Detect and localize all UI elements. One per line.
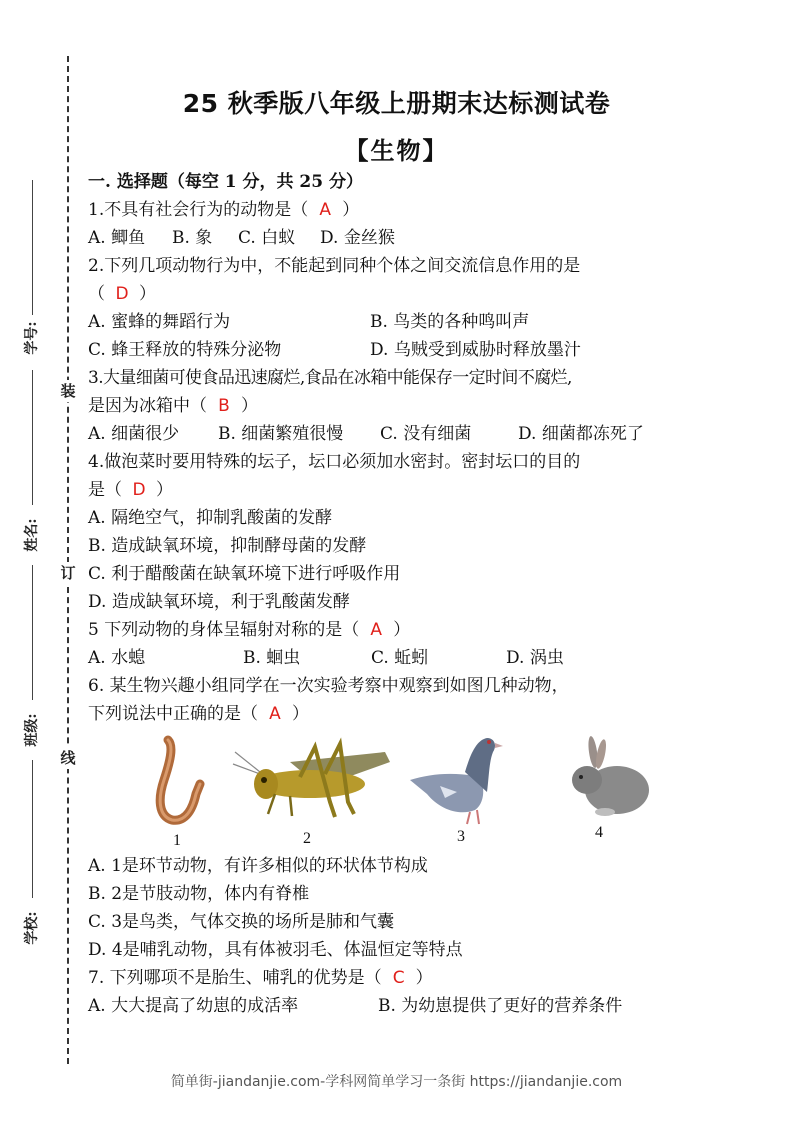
question-3-stem: 是因为冰箱中（ B ）	[88, 396, 258, 416]
question-6-option-d: D. 4是哺乳动物，具有体被羽毛、体温恒定等特点	[88, 940, 463, 960]
question-6-stem-line1: 6. 某生物兴趣小组同学在一次实验考察中观察到如图几种动物，	[88, 676, 569, 696]
rabbit-image	[565, 732, 655, 852]
option: B. 象	[172, 228, 213, 248]
option: B. 为幼崽提供了更好的营养条件	[378, 996, 623, 1016]
bind-mark-xian: 线	[58, 747, 78, 769]
section-heading: 一. 选择题（每空 1 分，共 25 分）	[88, 172, 363, 192]
figure-label-2: 2	[303, 830, 311, 847]
name-label: 姓名:	[24, 518, 40, 552]
option: A. 鲫鱼	[88, 228, 146, 248]
footer-watermark: 简单街-jiandanjie.com-学科网简单学习一条街 https://jiandanjie.com	[170, 1074, 623, 1090]
question-4-option-b: B. 造成缺氧环境，抑制酵母菌的发酵	[88, 536, 367, 556]
question-6-option-b: B. 2是节肢动物，体内有脊椎	[88, 884, 310, 904]
answer-5: A	[370, 620, 383, 640]
question-4-stem: 是（ D ）	[88, 480, 173, 500]
animal-figure	[130, 732, 670, 852]
school-line[interactable]	[32, 760, 33, 898]
question-4-option-c: C. 利于醋酸菌在缺氧环境下进行呼吸作用	[88, 564, 401, 584]
earthworm-image	[140, 732, 210, 852]
option: A. 细菌很少	[88, 424, 180, 444]
bind-mark-ding: 订	[58, 562, 78, 584]
option: B. 鸟类的各种鸣叫声	[370, 312, 530, 332]
question-4-option-d: D. 造成缺氧环境，利于乳酸菌发酵	[88, 592, 350, 612]
option: C. 白蚁	[238, 228, 296, 248]
name-line[interactable]	[32, 370, 33, 505]
answer-1: A	[319, 200, 332, 220]
question-1-stem: 1.不具有社会行为的动物是（ A ）	[88, 200, 360, 220]
school-label: 学校:	[24, 911, 40, 945]
question-4-option-a: A. 隔绝空气，抑制乳酸菌的发酵	[88, 508, 333, 528]
answer-4: D	[132, 480, 146, 500]
grasshopper-image	[230, 732, 400, 852]
option: C. 蜂王释放的特殊分泌物	[88, 340, 282, 360]
question-2-stem-line1: 2.下列几项动物行为中，不能起到同种个体之间交流信息作用的是	[88, 256, 581, 276]
option: C. 没有细菌	[380, 424, 472, 444]
option: D. 乌贼受到威胁时释放墨汁	[370, 340, 581, 360]
answer-7: C	[392, 968, 405, 988]
option: B. 细菌繁殖很慢	[218, 424, 344, 444]
question-6-stem: 下列说法中正确的是（ A ）	[88, 704, 309, 724]
option: C. 蚯蚓	[371, 648, 429, 668]
option: D. 细菌都冻死了	[518, 424, 644, 444]
figure-label-4: 4	[595, 824, 603, 841]
answer-3: B	[218, 396, 230, 416]
option: D. 金丝猴	[320, 228, 395, 248]
class-line[interactable]	[32, 565, 33, 700]
option: B. 蛔虫	[243, 648, 301, 668]
student-id-label: 学号:	[24, 321, 40, 355]
option: A. 水螅	[88, 648, 146, 668]
option: D. 涡虫	[506, 648, 564, 668]
exam-subject: 【生物】	[344, 136, 449, 165]
student-id-line[interactable]	[32, 180, 33, 315]
binding-dashed-line	[67, 56, 69, 1064]
figure-label-1: 1	[173, 832, 181, 849]
question-7-stem: 7. 下列哪项不是胎生、哺乳的优势是（ C ）	[88, 968, 433, 988]
option: A. 大大提高了幼崽的成活率	[88, 996, 299, 1016]
pigeon-image	[405, 732, 515, 852]
question-2-stem: （ D ）	[88, 284, 156, 304]
exam-title: 25 秋季版八年级上册期末达标测试卷	[182, 89, 611, 118]
class-label: 班级:	[24, 713, 40, 747]
bind-mark-zhuang: 装	[58, 380, 78, 402]
question-4-stem-line1: 4.做泡菜时要用特殊的坛子，坛口必须加水密封。密封坛口的目的	[88, 452, 581, 472]
figure-label-3: 3	[457, 828, 465, 845]
question-3-stem-line1: 3.大量细菌可使食品迅速腐烂,食品在冰箱中能保存一定时间不腐烂,	[88, 368, 572, 388]
answer-2: D	[115, 284, 129, 304]
answer-6: A	[269, 704, 281, 724]
question-5-stem: 5 下列动物的身体呈辐射对称的是（ A ）	[88, 620, 411, 640]
option: A. 蜜蜂的舞蹈行为	[88, 312, 231, 332]
question-6-option-a: A. 1是环节动物，有许多相似的环状体节构成	[88, 856, 428, 876]
question-6-option-c: C. 3是鸟类，气体交换的场所是肺和气囊	[88, 912, 395, 932]
